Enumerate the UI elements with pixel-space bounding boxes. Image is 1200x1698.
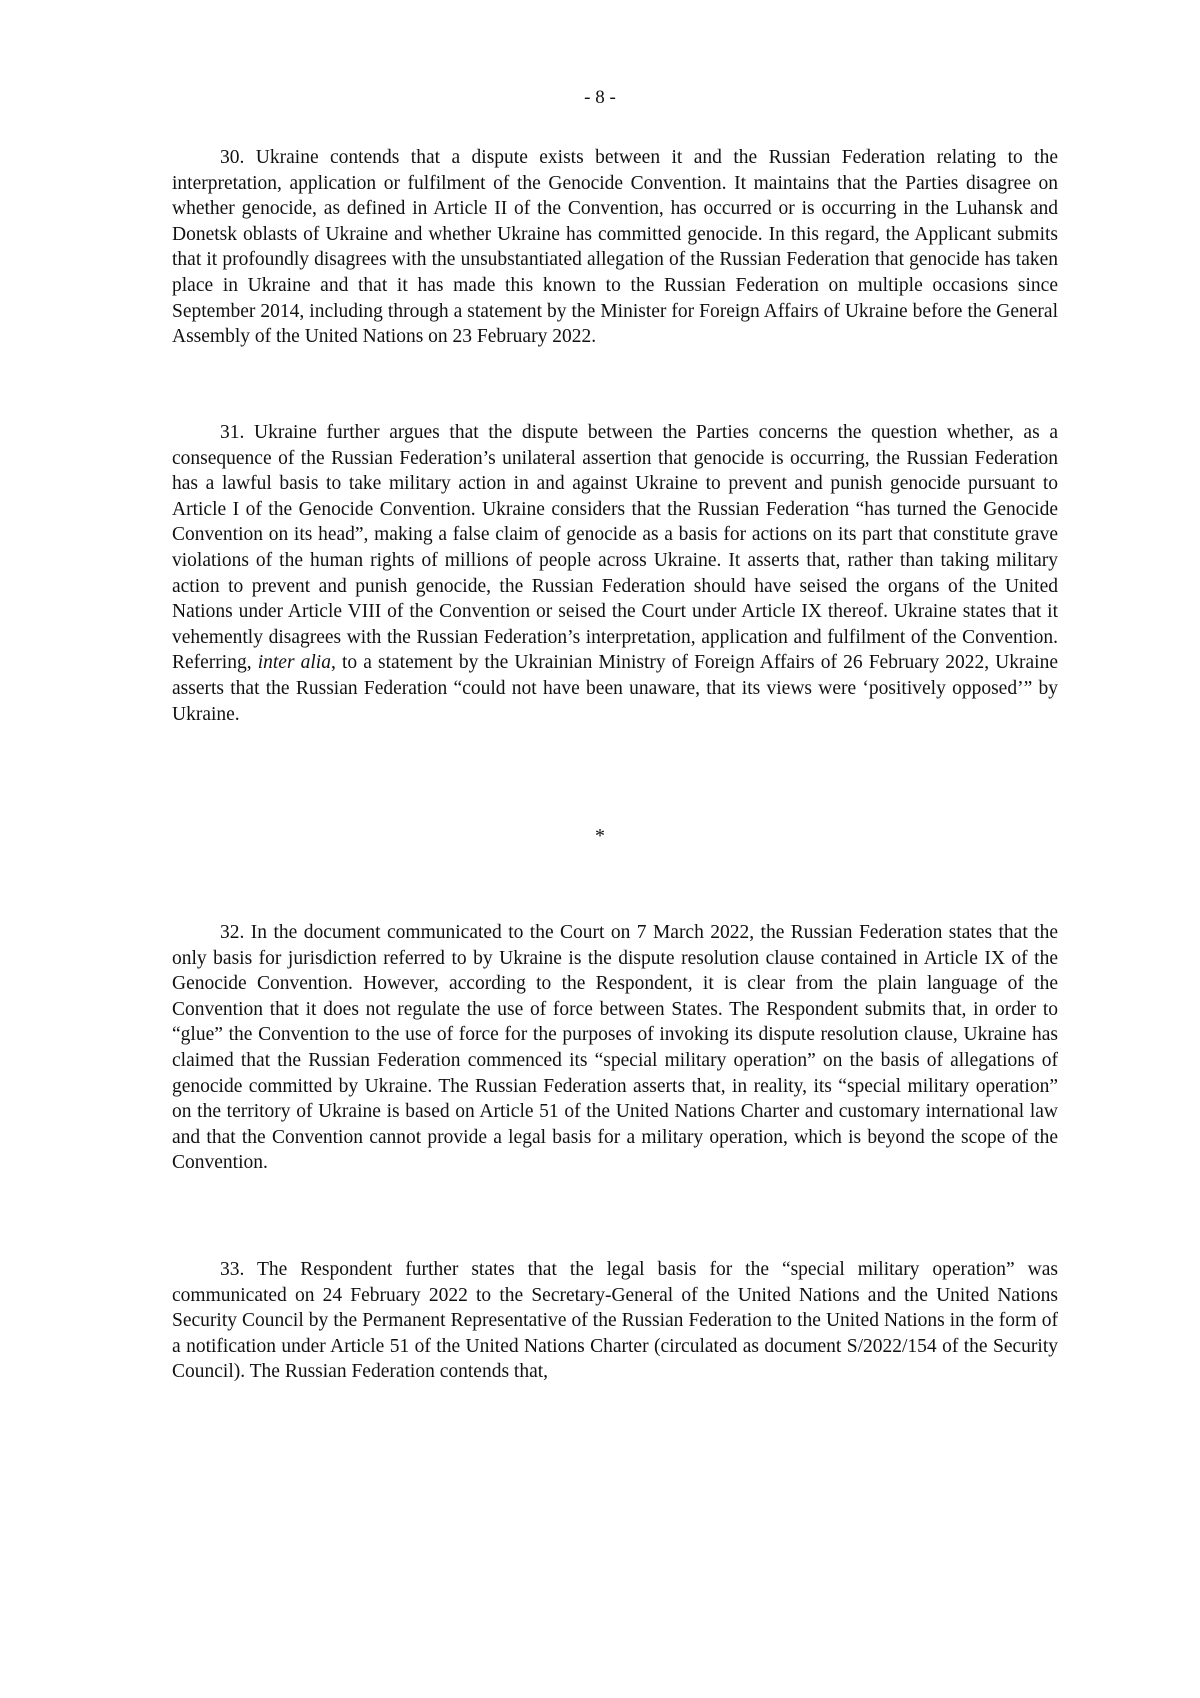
page-number: - 8 -: [584, 87, 616, 108]
paragraph-33-text: 33. The Respondent further states that the legal basis for the “special military operation” was communicated on 24 February 2022 to the Secretary-General of the United Nations and the United Nations Security Council by the Permanent Representative of the Russian Federation to the United Nations in the form of a notification under Article 51 of the United Nations Charter (circulated as document S/2022/154 of the Security Council). The Russian Federation contends that,: [172, 1259, 1058, 1383]
paragraph-30: [172, 145, 1058, 350]
paragraph-32-text: 32. In the document communicated to the Court on 7 March 2022, the Russian Federation states that the only basis for jurisdiction referred to by Ukraine is the dispute resolution clause contained in Article IX of the Genocide Convention. However, according to the Respondent, it is clear from the plain language of the Convention that it does not regulate the use of force between States. The Respondent submits that, in order to “glue” the Convention to the use of force for the purposes of invoking its dispute resolution clause, Ukraine has claimed that the Russian Federation commenced its “special military operation” on the basis of allegations of genocide committed by Ukraine. The Russian Federation asserts that, in reality, its “special military operation” on the territory of Ukraine is based on Article 51 of the United Nations Charter and customary international law and that the Convention cannot provide a legal basis for a military operation, which is beyond the scope of the Convention.: [172, 922, 1058, 1174]
paragraph-31-text-a: 31. Ukraine further argues that the dispute between the Parties concerns the question whether, as a consequence of the Russian Federation’s unilateral assertion that genocide is occurring, the Russian Federation has a lawful basis to take military action in and against Ukraine to prevent and punish genocide pursuant to Article I of the Genocide Convention. Ukraine considers that the Russian Federation “has turned the Genocide Convention on its head”, making a false claim of genocide as a basis for actions on its part that constitute grave violations of the human rights of millions of people across Ukraine. It asserts that, rather than taking military action to prevent and punish genocide, the Russian Federation should have seised the organs of the United Nations under Article VIII of the Convention or seised the Court under Article IX thereof. Ukraine states that it vehemently disagrees with the Russian Federation’s interpretation, application and fulfilment of the Convention. Referring,: [172, 422, 1058, 674]
paragraph-32: [172, 920, 1058, 1176]
paragraph-31-italic: inter alia: [257, 652, 331, 674]
paragraph-31: [172, 420, 1058, 727]
paragraph-31-text-b: , to a statement by the Ukrainian Ministry of Foreign Affairs of 26 February 2022, Ukraine asserts that the Russian Federation “could not have been unaware, that its views were ‘positively opposed’” by Ukraine.: [172, 652, 1058, 725]
section-separator: *: [595, 825, 605, 847]
paragraph-33: [172, 1257, 1058, 1385]
paragraph-30-text: 30. Ukraine contends that a dispute exists between it and the Russian Federation relating to the interpretation, application or fulfilment of the Genocide Convention. It maintains that the Parties disagree on whether genocide, as defined in Article II of the Convention, has occurred or is occurring in the Luhansk and Donetsk oblasts of Ukraine and whether Ukraine has committed genocide. In this regard, the Applicant submits that it profoundly disagrees with the unsubstantiated allegation of the Russian Federation that genocide has taken place in Ukraine and that it has made this known to the Russian Federation on multiple occasions since September 2014, including through a statement by the Minister for Foreign Affairs of Ukraine before the General Assembly of the United Nations on 23 February 2022.: [172, 147, 1058, 348]
